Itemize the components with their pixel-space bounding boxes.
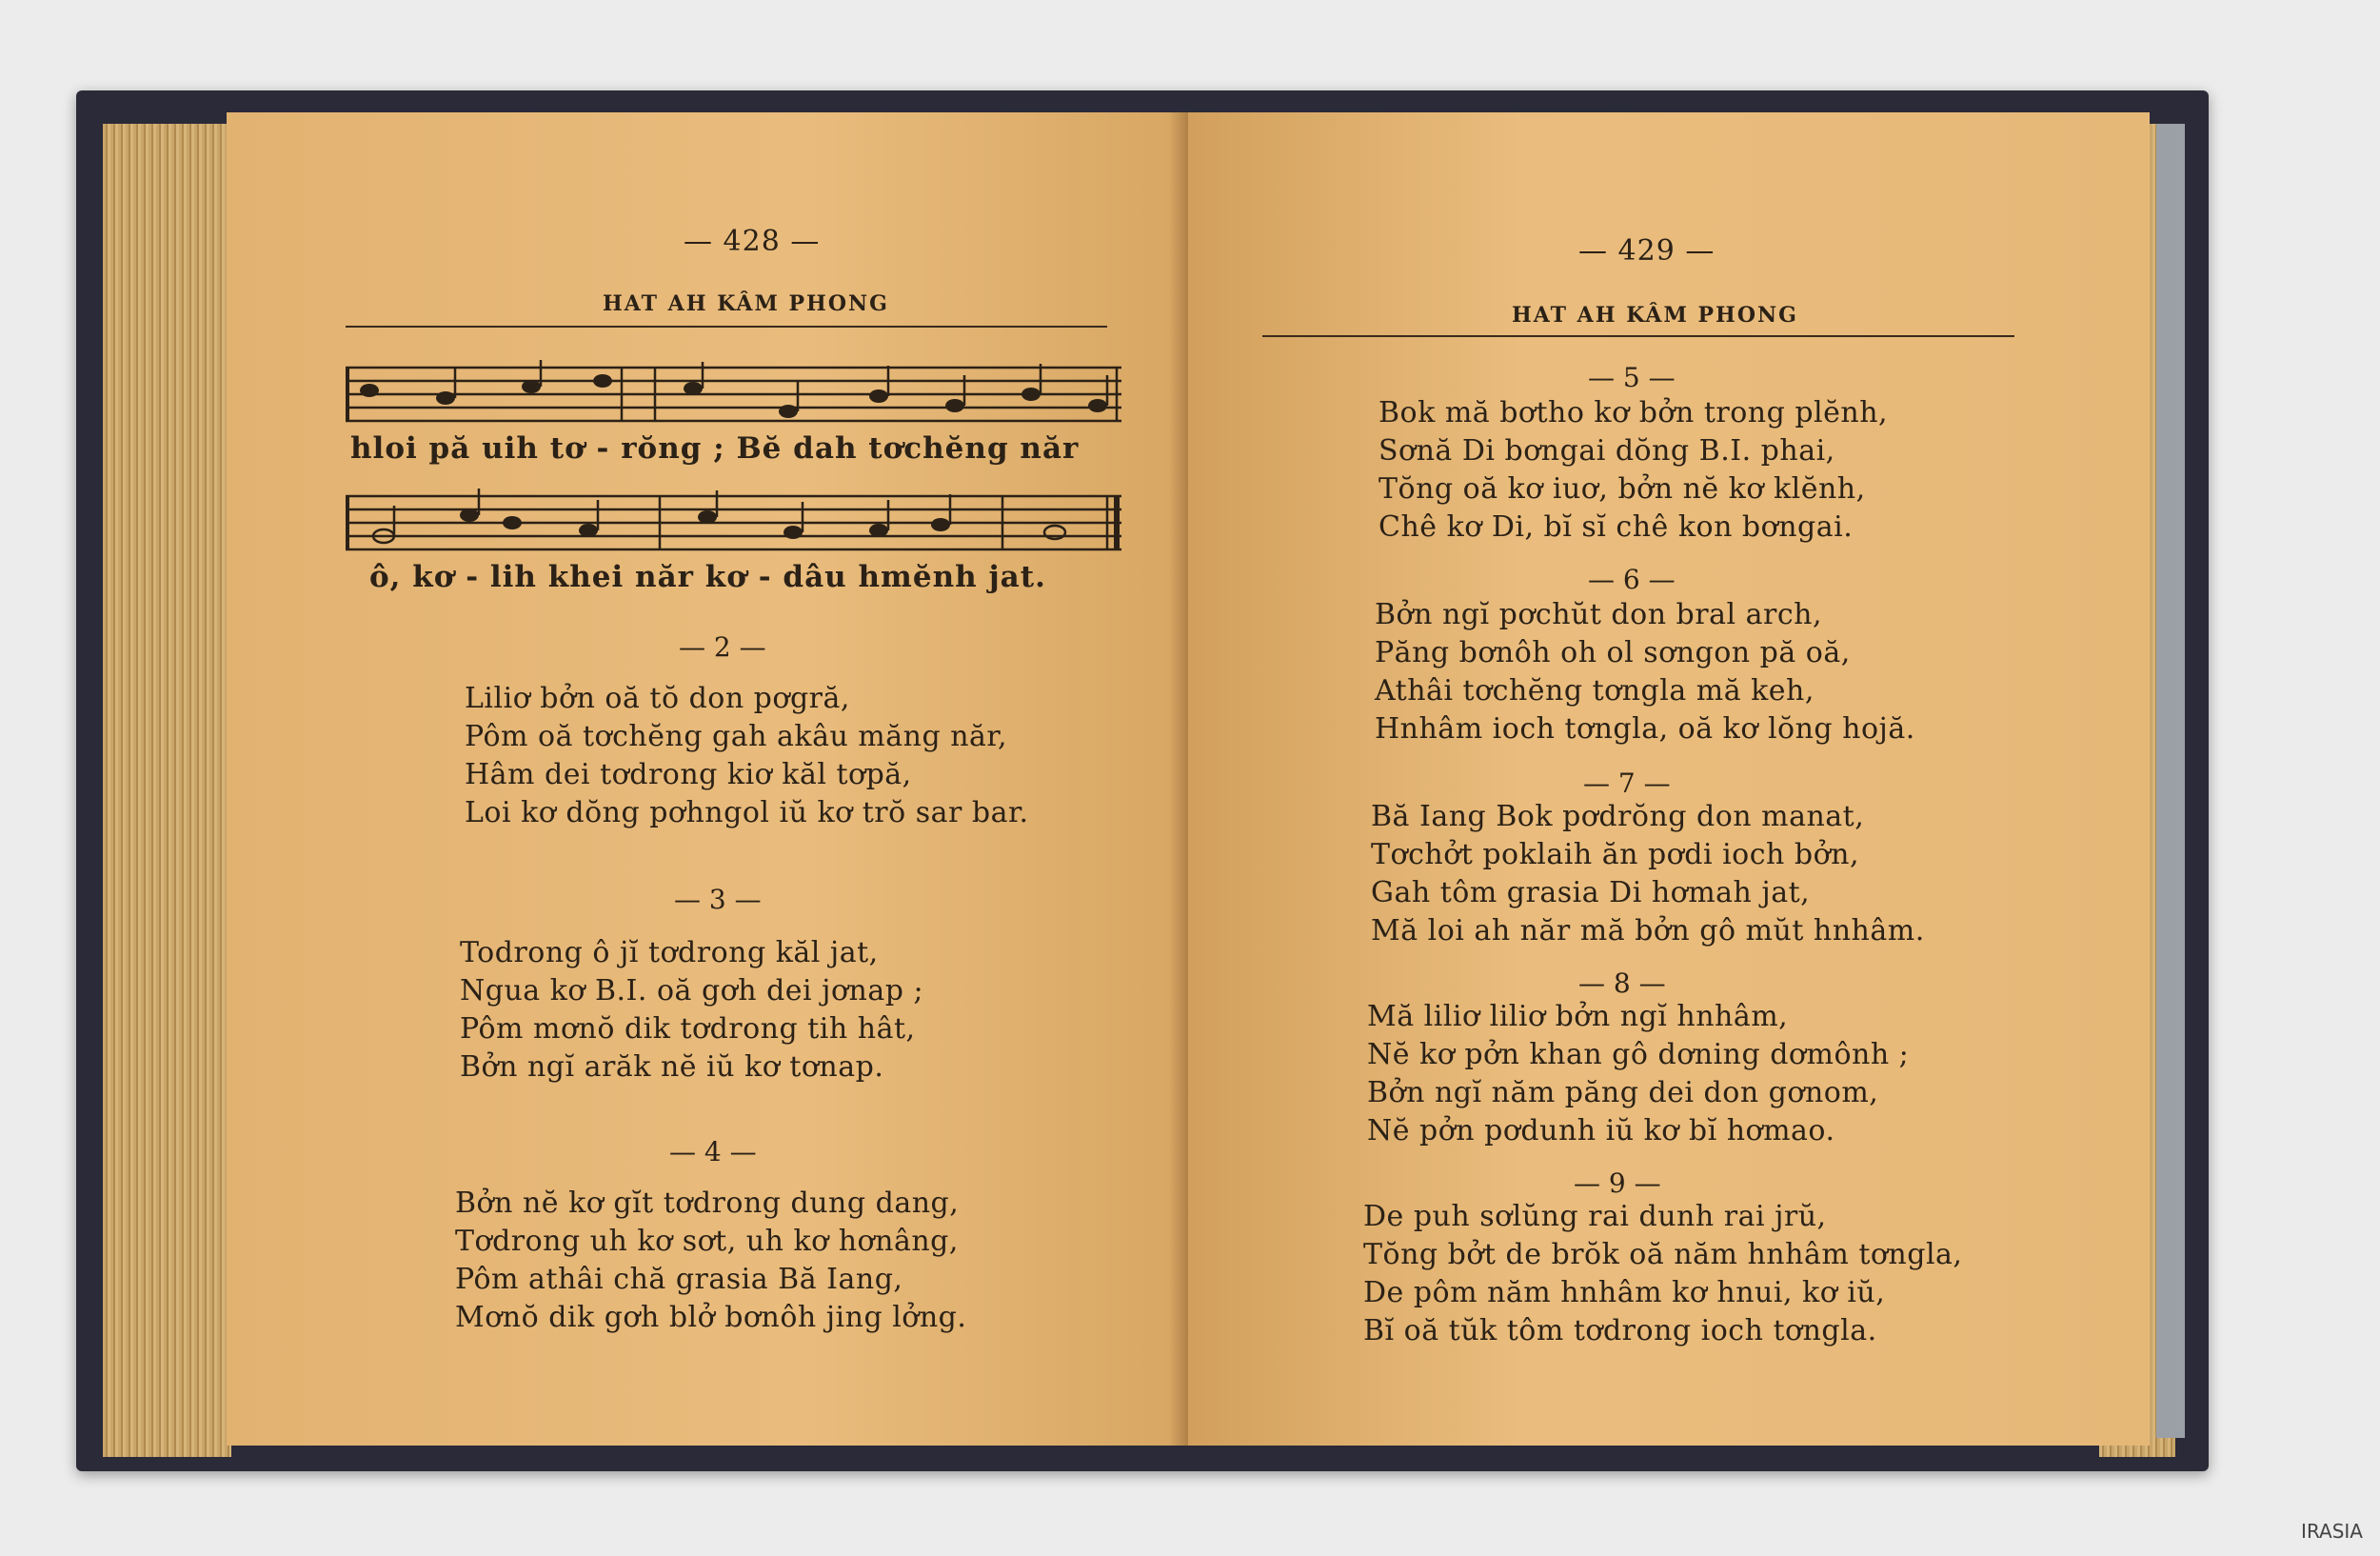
- stanza-number-9: — 9 —: [1574, 1167, 1661, 1199]
- verse-line: Bởn ngĭ pơchŭt don bral arch,: [1375, 598, 1822, 631]
- verse-line: Pôm oă tơchĕng gah akâu măng năr,: [465, 720, 1007, 753]
- stanza-number-2: — 2 —: [679, 631, 766, 663]
- page-number-right: — 429 —: [1578, 234, 1716, 268]
- header-rule-right: [1262, 335, 2014, 337]
- verse-line: Bĭ oă tŭk tôm tơdrong ioch tơngla.: [1363, 1314, 1877, 1347]
- right-page: [1188, 112, 2150, 1446]
- verse-line: Bok mă bơtho kơ bởn trong plĕnh,: [1378, 396, 1889, 429]
- stanza-number-4: — 4 —: [669, 1136, 757, 1167]
- page-number-left: — 428 —: [684, 225, 821, 258]
- verse-line: De pôm năm hnhâm kơ hnui, kơ iŭ,: [1363, 1276, 1886, 1309]
- verse-line: Tơchởt poklaih ăn pơdi ioch bởn,: [1371, 838, 1860, 871]
- page-edges-left: [103, 124, 231, 1457]
- verse-line: Tŏng oă kơ iuơ, bởn nĕ kơ klĕnh,: [1378, 472, 1866, 506]
- verse-line: Hâm dei tơdrong kiơ kăl tơpă,: [465, 758, 912, 791]
- stanza-number-8: — 8 —: [1578, 968, 1666, 999]
- lyric-line-1: hloi pă uih tơ - rŏng ; Bĕ dah tơchĕng năr: [350, 431, 1080, 466]
- music-staff-2: [346, 489, 1121, 557]
- verse-line: Athâi tơchĕng tơngla mă keh,: [1375, 674, 1815, 708]
- verse-line: Nĕ kơ pởn khan gô dơning dơmônh ;: [1367, 1038, 1910, 1071]
- verse-line: Todrong ô jĭ tơdrong kăl jat,: [460, 936, 879, 969]
- verse-line: Tơdrong uh kơ sơt, uh kơ hơnâng,: [455, 1225, 959, 1258]
- stanza-number-7: — 7 —: [1583, 768, 1671, 799]
- verse-line: Loi kơ dŏng pơhngol iŭ kơ trŏ sar bar.: [465, 796, 1029, 829]
- stanza-number-6: — 6 —: [1588, 564, 1676, 595]
- stanza-number-5: — 5 —: [1588, 362, 1676, 393]
- lyric-line-2: ô, kơ - lih khei năr kơ - dâu hmĕnh jat.: [369, 560, 1046, 594]
- verse-line: Mă liliơ liliơ bởn ngĭ hnhâm,: [1367, 1000, 1789, 1033]
- watermark-label: IRASIA: [2301, 1520, 2363, 1543]
- verse-line: Mơnŏ dik gơh blở bơnôh jing lởng.: [455, 1301, 967, 1334]
- verse-line: Sơnă Di bơngai dŏng B.I. phai,: [1378, 434, 1835, 468]
- verse-line: Mă loi ah năr mă bởn gô mŭt hnhâm.: [1371, 914, 1925, 948]
- stanza-number-3: — 3 —: [674, 884, 762, 915]
- verse-line: Bă Iang Bok pơdrŏng don manat,: [1371, 800, 1865, 833]
- verse-line: Pôm athâi chă grasia Bă Iang,: [455, 1263, 903, 1296]
- running-head-right: HAT AH KÂM PHONG: [1512, 303, 1798, 328]
- verse-line: Ngua kơ B.I. oă gơh dei jơnap ;: [460, 974, 924, 1007]
- verse-line: Hnhâm ioch tơngla, oă kơ lŏng hojă.: [1375, 712, 1915, 746]
- verse-line: De puh sơlŭng rai dunh rai jrŭ,: [1363, 1200, 1827, 1233]
- verse-line: Bởn nĕ kơ gĭt tơdrong dung dang,: [455, 1187, 960, 1220]
- verse-line: Pôm mơnŏ dik tơdrong tih hât,: [460, 1012, 916, 1046]
- music-staff-1: [346, 360, 1121, 427]
- verse-line: Tŏng bởt de brŏk oă năm hnhâm tơngla,: [1363, 1238, 1963, 1271]
- verse-line: Gah tôm grasia Di hơmah jat,: [1371, 876, 1811, 909]
- verse-line: Nĕ pởn pơdunh iŭ kơ bĭ hơmao.: [1367, 1114, 1835, 1147]
- verse-line: Chê kơ Di, bĭ sĭ chê kon bơngai.: [1378, 510, 1854, 544]
- verse-line: Bởn ngĭ arăk nĕ iŭ kơ tơnap.: [460, 1050, 884, 1084]
- verse-line: Bởn ngĭ năm păng dei don gơnom,: [1367, 1076, 1879, 1109]
- running-head-left: HAT AH KÂM PHONG: [603, 291, 889, 316]
- endpaper-strip: [2156, 124, 2185, 1438]
- left-page: [227, 112, 1188, 1446]
- verse-line: Liliơ bởn oă tŏ don pơgră,: [465, 682, 850, 715]
- verse-line: Păng bơnôh oh ol sơngon pă oă,: [1375, 636, 1851, 669]
- header-rule-left: [346, 326, 1107, 328]
